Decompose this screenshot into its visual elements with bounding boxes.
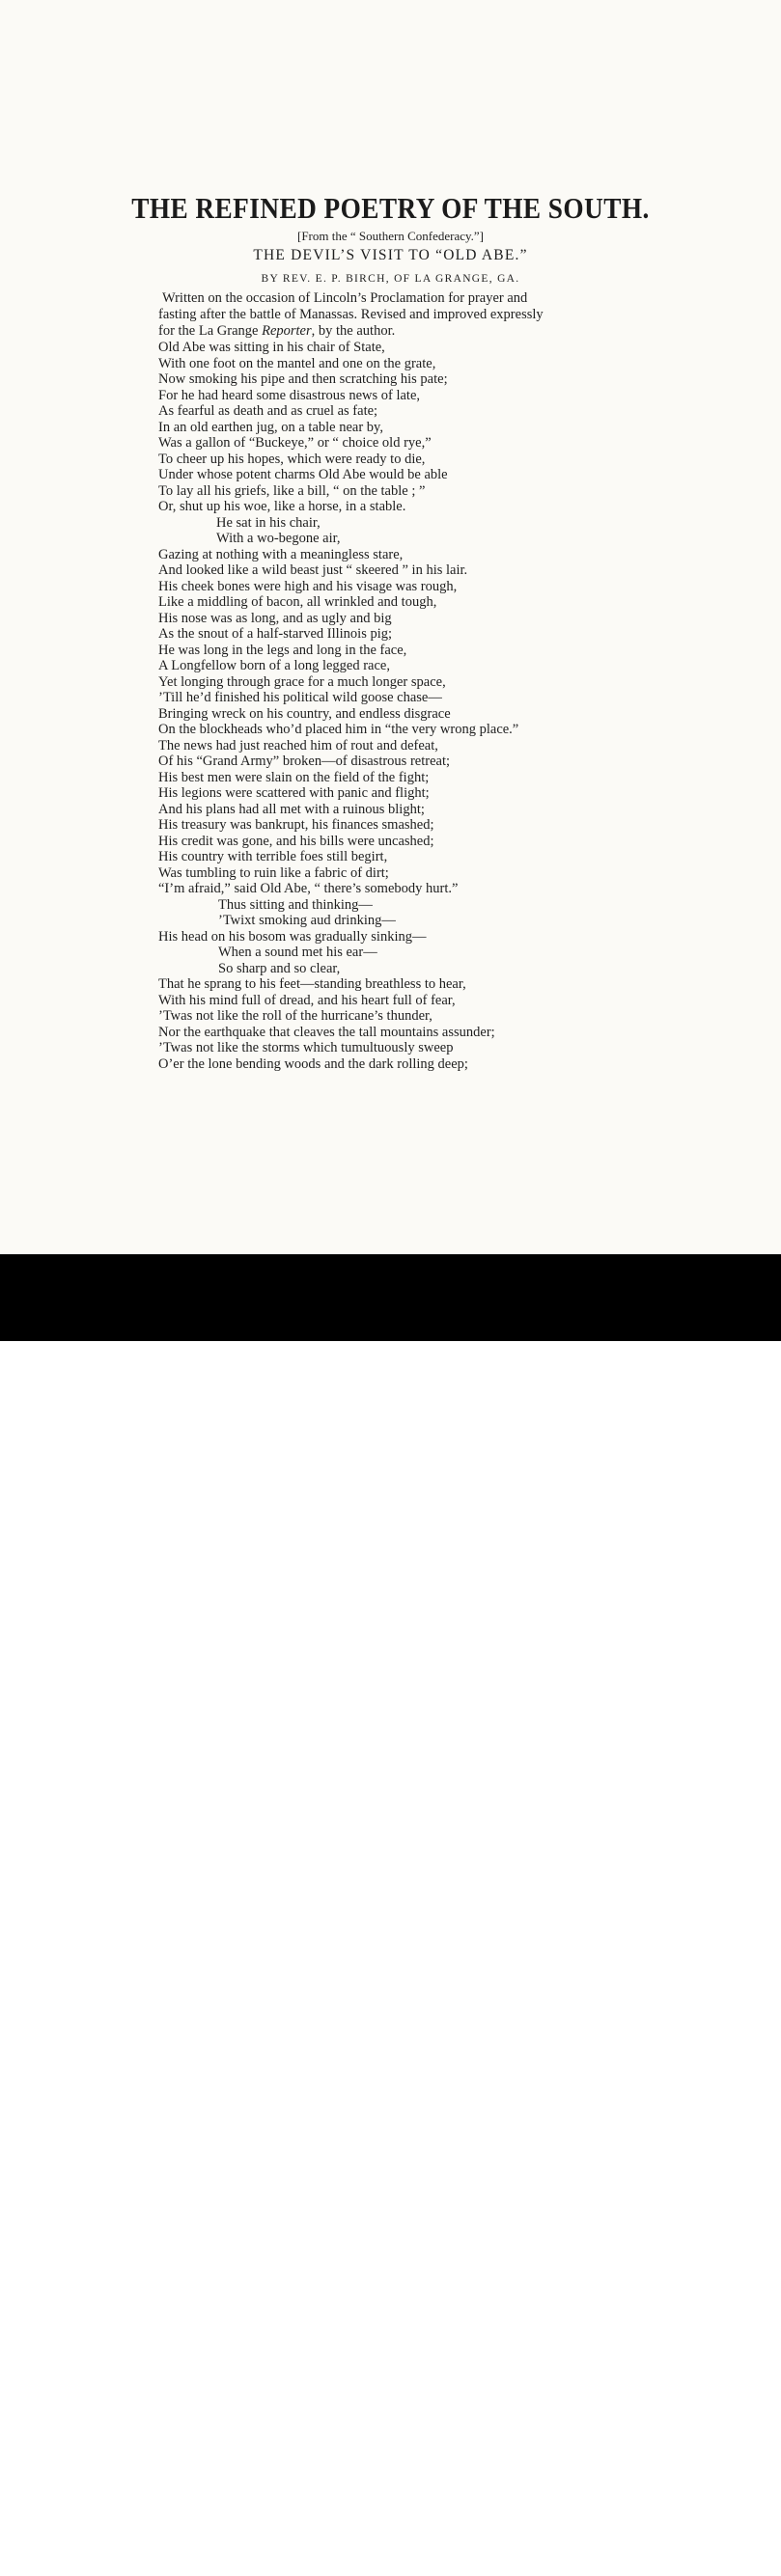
intro-text: , by the author. [311, 323, 396, 339]
watermark-footer [0, 1254, 781, 2576]
document-page [0, 0, 781, 1254]
alamy-logo: alamy [23, 2526, 129, 2563]
poem-line: Gazing at nothing with a meaningless stare, [158, 546, 404, 562]
poem-line: With a wo-begone air, [216, 531, 341, 546]
poem-line: As fearful as death and as cruel as fate; [158, 403, 378, 419]
poem-line: With his mind full of dread, and his heart full of fear, [158, 992, 456, 1008]
poem-line: He sat in his chair, [216, 514, 321, 531]
poem-line: And looked like a wild beast just “ skeered ” in his lair. [158, 562, 468, 578]
poem-line: His nose was as long, and as ugly and big [158, 610, 392, 626]
poem-line: Like a middling of bacon, all wrinkled and tough, [158, 594, 437, 610]
poem-line: So sharp and so clear, [218, 960, 341, 976]
poem-line: His legions were scattered with panic and flight; [158, 785, 430, 801]
intro-line: Written on the occasion of Lincoln’s Proclamation for prayer and [162, 290, 528, 306]
intro-text: for the La Grange [158, 323, 263, 339]
poem-line: Now smoking his pipe and then scratching his pate; [158, 371, 448, 387]
poem-line: His country with terrible foes still begirt, [158, 849, 388, 864]
poem-line: The news had just reached him of rout and defeat, [158, 737, 438, 754]
intro-line [158, 323, 614, 340]
poem-line: Old Abe was sitting in his chair of State, [158, 340, 385, 355]
poem-line: ’Twas not like the roll of the hurricane’s thunder, [158, 1008, 432, 1024]
intro-italic: Reporter [262, 323, 312, 339]
poem-line: Was a gallon of “Buckeye,” or “ choice old rye,” [158, 435, 432, 451]
poem-line: That he sprang to his feet—standing breathless to hear, [158, 976, 466, 992]
source-note: [From the “ Southern Confederacy.”] [296, 229, 484, 243]
poem-line: His treasury was bankrupt, his finances smashed; [158, 817, 434, 833]
poem-line: His credit was gone, and his bills were uncashed; [158, 833, 434, 849]
poem-line: “I’m afraid,” said Old Abe, “ there’s somebody hurt.” [158, 881, 459, 896]
site-url: www.alamy.com [601, 2557, 735, 2576]
image-id: K27HMC [664, 2530, 735, 2549]
poem-line: Or, shut up his woe, like a horse, in a stable. [158, 499, 406, 514]
poem-line: His cheek bones were high and his visage was rough, [158, 578, 458, 594]
poem-line: ’Twas not like the storms which tumultuously sweep [158, 1040, 454, 1055]
poem-line: Of his “Grand Army” broken—of disastrous retreat; [158, 754, 451, 769]
poem-line: ’Till he’d finished his political wild goose chase— [158, 690, 442, 705]
poem-line: His head on his bosom was gradually sinking— [158, 928, 427, 945]
document-title: THE REFINED POETRY OF THE SOUTH. [131, 191, 650, 225]
poem-line: His best men were slain on the field of the fight; [158, 769, 430, 785]
poem-line: To lay all his griefs, like a bill, “ on the table ; ” [158, 482, 426, 499]
poem-line: To cheer up his hopes, which were ready to die, [158, 451, 426, 467]
poem-line: ’Twixt smoking aud drinking— [218, 913, 396, 928]
poem-body [158, 340, 622, 1072]
poem-line: He was long in the legs and long in the face, [158, 642, 407, 658]
poem-line: Bringing wreck on his country, and endless disgrace [158, 705, 451, 722]
poem-line: On the blockheads who’d placed him in “the very wrong place.” [158, 722, 519, 737]
poem-line: Was tumbling to ruin like a fabric of dirt; [158, 864, 389, 881]
poem-line: And his plans had all met with a ruinous blight; [158, 801, 425, 817]
poem-line: When a sound met his ear— [218, 945, 377, 960]
poem-line: Nor the earthquake that cleaves the tall mountains assunder; [158, 1024, 495, 1040]
poem-line: With one foot on the mantel and one on the grate, [158, 355, 436, 371]
poem-line: As the snout of a half-starved Illinois pig; [158, 626, 393, 642]
author-byline: BY REV. E. P. BIRCH, OF LA GRANGE, GA. [261, 273, 520, 285]
poem-line: O’er the lone bending woods and the dark rolling deep; [158, 1055, 468, 1072]
poem-line: Thus sitting and thinking— [218, 896, 373, 913]
poem-line: Under whose potent charms Old Abe would be able [158, 467, 448, 482]
poem-line: For he had heard some disastrous news of late, [158, 387, 421, 403]
poem-subtitle: THE DEVIL’S VISIT TO “OLD ABE.” [253, 247, 528, 263]
poem-line: A Longfellow born of a long legged race, [158, 658, 390, 673]
intro-paragraph [158, 290, 614, 340]
intro-line: fasting after the battle of Manassas. Revised and improved expressly [158, 307, 544, 322]
poem-line: Yet longing through grace for a much longer space, [158, 673, 446, 690]
poem-line: In an old earthen jug, on a table near by, [158, 419, 383, 435]
